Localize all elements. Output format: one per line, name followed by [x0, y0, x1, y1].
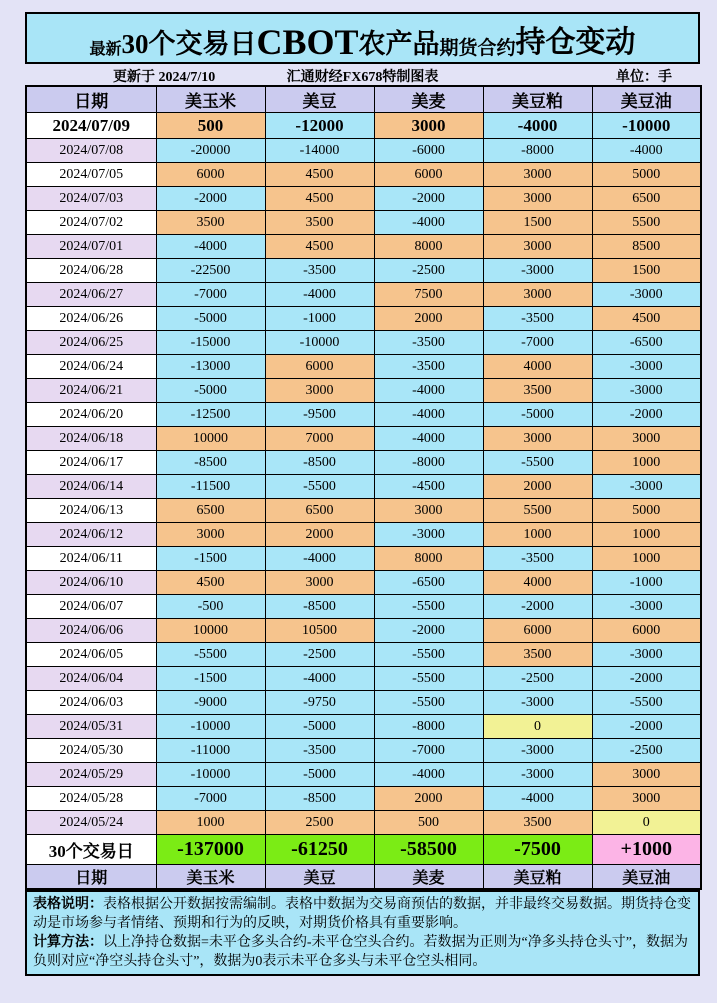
value-cell: -2500	[592, 739, 701, 763]
date-cell: 2024/05/30	[26, 739, 156, 763]
value-cell: -7000	[156, 787, 265, 811]
value-cell: -3500	[265, 739, 374, 763]
value-cell: 3000	[592, 763, 701, 787]
summary-label: 30个交易日	[26, 835, 156, 865]
value-cell: -8000	[483, 139, 592, 163]
col-footer-soybean: 美豆	[265, 865, 374, 890]
value-cell: 6500	[265, 499, 374, 523]
table-row	[26, 715, 701, 739]
value-cell: -4000	[374, 763, 483, 787]
value-cell: -5500	[374, 643, 483, 667]
value-cell: -15000	[156, 331, 265, 355]
table-row	[26, 811, 701, 835]
summary-value-cell: -61250	[265, 835, 374, 865]
positions-table	[25, 85, 702, 890]
date-cell: 2024/06/04	[26, 667, 156, 691]
value-cell: 6000	[374, 163, 483, 187]
value-cell: 10500	[265, 619, 374, 643]
value-cell: 4500	[592, 307, 701, 331]
value-cell: 3000	[374, 113, 483, 139]
value-cell: -5000	[156, 307, 265, 331]
value-cell: 1000	[592, 547, 701, 571]
table-row	[26, 355, 701, 379]
value-cell: 4000	[483, 571, 592, 595]
value-cell: 3000	[483, 163, 592, 187]
title-part: CBOT	[256, 22, 359, 63]
table-row	[26, 211, 701, 235]
value-cell: -2500	[483, 667, 592, 691]
value-cell: 1000	[592, 451, 701, 475]
notes-box	[25, 890, 700, 976]
value-cell: 3000	[374, 499, 483, 523]
table-footer	[26, 865, 701, 890]
table-row	[26, 739, 701, 763]
date-cell: 2024/06/13	[26, 499, 156, 523]
value-cell: -8500	[156, 451, 265, 475]
table-row	[26, 283, 701, 307]
value-cell: -4000	[592, 139, 701, 163]
value-cell: -11500	[156, 475, 265, 499]
value-cell: 3000	[592, 427, 701, 451]
date-cell: 2024/06/24	[26, 355, 156, 379]
value-cell: -1500	[156, 547, 265, 571]
value-cell: 0	[592, 811, 701, 835]
date-cell: 2024/06/11	[26, 547, 156, 571]
value-cell: -3500	[374, 331, 483, 355]
value-cell: 5000	[592, 499, 701, 523]
date-cell: 2024/06/12	[26, 523, 156, 547]
value-cell: -4000	[265, 547, 374, 571]
table-row	[26, 643, 701, 667]
date-cell: 2024/07/03	[26, 187, 156, 211]
col-footer-soyoil: 美豆油	[592, 865, 701, 890]
value-cell: 0	[483, 715, 592, 739]
value-cell: -11000	[156, 739, 265, 763]
col-footer-date: 日期	[26, 865, 156, 890]
value-cell: -7000	[156, 283, 265, 307]
date-cell: 2024/06/10	[26, 571, 156, 595]
value-cell: 2000	[483, 475, 592, 499]
value-cell: -2000	[374, 187, 483, 211]
value-cell: -3000	[592, 595, 701, 619]
title-part: 最新	[89, 41, 122, 58]
date-cell: 2024/07/08	[26, 139, 156, 163]
value-cell: -4000	[374, 403, 483, 427]
value-cell: -2000	[483, 595, 592, 619]
value-cell: -7000	[483, 331, 592, 355]
value-cell: -4000	[156, 235, 265, 259]
value-cell: -4000	[483, 787, 592, 811]
value-cell: 4500	[265, 187, 374, 211]
value-cell: 3000	[483, 283, 592, 307]
date-cell: 2024/06/20	[26, 403, 156, 427]
value-cell: -4000	[265, 667, 374, 691]
value-cell: -3000	[483, 763, 592, 787]
value-cell: 6000	[483, 619, 592, 643]
value-cell: -3500	[483, 307, 592, 331]
value-cell: -1500	[156, 667, 265, 691]
value-cell: -22500	[156, 259, 265, 283]
value-cell: -4000	[374, 211, 483, 235]
value-cell: 2000	[265, 523, 374, 547]
value-cell: 3500	[483, 811, 592, 835]
value-cell: 2500	[265, 811, 374, 835]
value-cell: 3500	[156, 211, 265, 235]
table-row	[26, 139, 701, 163]
value-cell: -7000	[374, 739, 483, 763]
value-cell: -8000	[374, 451, 483, 475]
value-cell: -3500	[265, 259, 374, 283]
table-row	[26, 235, 701, 259]
value-cell: -20000	[156, 139, 265, 163]
table-row	[26, 547, 701, 571]
date-cell: 2024/05/28	[26, 787, 156, 811]
date-cell: 2024/06/17	[26, 451, 156, 475]
value-cell: 1000	[483, 523, 592, 547]
table-body	[26, 113, 701, 835]
table-header	[26, 86, 701, 113]
col-header-wheat: 美麦	[374, 86, 483, 113]
summary-value-cell: -7500	[483, 835, 592, 865]
table-row	[26, 187, 701, 211]
updated-label: 更新于 2024/7/10	[113, 70, 216, 85]
value-cell: -1000	[265, 307, 374, 331]
table-row	[26, 331, 701, 355]
table-row	[26, 163, 701, 187]
value-cell: -10000	[592, 113, 701, 139]
value-cell: -4500	[374, 475, 483, 499]
table-row	[26, 619, 701, 643]
value-cell: -3000	[483, 739, 592, 763]
value-cell: -3000	[483, 691, 592, 715]
date-cell: 2024/06/18	[26, 427, 156, 451]
value-cell: -5500	[374, 691, 483, 715]
table-row	[26, 427, 701, 451]
value-cell: 8500	[592, 235, 701, 259]
value-cell: -500	[156, 595, 265, 619]
table-row	[26, 667, 701, 691]
table-row	[26, 113, 701, 139]
table-row	[26, 571, 701, 595]
value-cell: -1000	[592, 571, 701, 595]
table-summary	[26, 835, 701, 865]
value-cell: -10000	[156, 763, 265, 787]
value-cell: 5000	[592, 163, 701, 187]
value-cell: -8000	[374, 715, 483, 739]
value-cell: 6500	[156, 499, 265, 523]
value-cell: -3500	[483, 547, 592, 571]
table-row	[26, 523, 701, 547]
value-cell: -6000	[374, 139, 483, 163]
value-cell: 5500	[483, 499, 592, 523]
value-cell: -3000	[483, 259, 592, 283]
value-cell: -2500	[265, 643, 374, 667]
header-row	[26, 86, 701, 113]
table-row	[26, 691, 701, 715]
value-cell: -13000	[156, 355, 265, 379]
title-part: 30个交易日	[121, 29, 257, 59]
value-cell: 4500	[265, 235, 374, 259]
date-cell: 2024/06/28	[26, 259, 156, 283]
value-cell: 3500	[483, 643, 592, 667]
value-cell: -9000	[156, 691, 265, 715]
value-cell: -5000	[265, 715, 374, 739]
value-cell: -9500	[265, 403, 374, 427]
note-description-text: 表格根据公开数据按需编制。表格中数据为交易商预估的数据，并非最终交易数据。期货持仓变动是市场参与者情绪、预期和行为的反映，对期货价格具有重要影响。	[33, 897, 691, 931]
value-cell: 6500	[592, 187, 701, 211]
date-cell: 2024/06/25	[26, 331, 156, 355]
page	[25, 0, 700, 976]
value-cell: -6500	[592, 331, 701, 355]
date-cell: 2024/05/31	[26, 715, 156, 739]
value-cell: -12500	[156, 403, 265, 427]
col-header-soybean: 美豆	[265, 86, 374, 113]
date-cell: 2024/07/05	[26, 163, 156, 187]
date-cell: 2024/06/03	[26, 691, 156, 715]
value-cell: -4000	[374, 427, 483, 451]
value-cell: 6000	[592, 619, 701, 643]
date-cell: 2024/05/29	[26, 763, 156, 787]
value-cell: -3000	[592, 379, 701, 403]
table-row	[26, 259, 701, 283]
value-cell: 7000	[265, 427, 374, 451]
value-cell: 2000	[374, 787, 483, 811]
value-cell: 8000	[374, 235, 483, 259]
value-cell: 10000	[156, 619, 265, 643]
date-cell: 2024/05/24	[26, 811, 156, 835]
table-row	[26, 787, 701, 811]
value-cell: -8500	[265, 451, 374, 475]
date-cell: 2024/06/27	[26, 283, 156, 307]
summary-value-cell: -137000	[156, 835, 265, 865]
value-cell: -2000	[374, 619, 483, 643]
value-cell: -2500	[374, 259, 483, 283]
col-header-soyoil: 美豆油	[592, 86, 701, 113]
date-cell: 2024/06/21	[26, 379, 156, 403]
value-cell: -8500	[265, 595, 374, 619]
value-cell: -2000	[592, 403, 701, 427]
value-cell: 1500	[592, 259, 701, 283]
value-cell: -3000	[592, 283, 701, 307]
table-row	[26, 475, 701, 499]
note-method-label: 计算方法：	[33, 935, 103, 950]
col-footer-wheat: 美麦	[374, 865, 483, 890]
value-cell: 1000	[156, 811, 265, 835]
value-cell: 4500	[156, 571, 265, 595]
unit-label: 单位：手	[616, 70, 672, 85]
value-cell: -6500	[374, 571, 483, 595]
value-cell: 4000	[483, 355, 592, 379]
value-cell: -5500	[483, 451, 592, 475]
title-part: 期货合约	[439, 38, 516, 59]
value-cell: 7500	[374, 283, 483, 307]
value-cell: -5500	[265, 475, 374, 499]
date-cell: 2024/07/02	[26, 211, 156, 235]
value-cell: -2000	[592, 667, 701, 691]
value-cell: 4500	[265, 163, 374, 187]
value-cell: 5500	[592, 211, 701, 235]
value-cell: 2000	[374, 307, 483, 331]
table-row	[26, 451, 701, 475]
value-cell: 6000	[156, 163, 265, 187]
date-cell: 2024/06/07	[26, 595, 156, 619]
summary-value-cell: -58500	[374, 835, 483, 865]
value-cell: -10000	[156, 715, 265, 739]
col-footer-corn: 美玉米	[156, 865, 265, 890]
value-cell: 3500	[265, 211, 374, 235]
date-cell: 2024/07/01	[26, 235, 156, 259]
note-description-label: 表格说明：	[33, 897, 103, 912]
value-cell: -5500	[374, 595, 483, 619]
value-cell: 3000	[592, 787, 701, 811]
title-part: 持仓变动	[515, 26, 636, 59]
value-cell: -4000	[374, 379, 483, 403]
value-cell: -3000	[592, 643, 701, 667]
value-cell: -3000	[374, 523, 483, 547]
value-cell: 3000	[483, 235, 592, 259]
value-cell: 3000	[483, 187, 592, 211]
col-header-date: 日期	[26, 86, 156, 113]
summary-value-cell: +1000	[592, 835, 701, 865]
footer-header-row	[26, 865, 701, 890]
col-footer-soymeal: 美豆粕	[483, 865, 592, 890]
col-header-soymeal: 美豆粕	[483, 86, 592, 113]
value-cell: -2000	[592, 715, 701, 739]
value-cell: -5000	[156, 379, 265, 403]
value-cell: 3000	[265, 379, 374, 403]
value-cell: 6000	[265, 355, 374, 379]
value-cell: -10000	[265, 331, 374, 355]
value-cell: 500	[156, 113, 265, 139]
table-row	[26, 763, 701, 787]
col-header-corn: 美玉米	[156, 86, 265, 113]
note-method	[33, 933, 692, 971]
value-cell: -5500	[156, 643, 265, 667]
value-cell: -8500	[265, 787, 374, 811]
table-row	[26, 379, 701, 403]
date-cell: 2024/06/26	[26, 307, 156, 331]
summary-row	[26, 835, 701, 865]
value-cell: 8000	[374, 547, 483, 571]
value-cell: -2000	[156, 187, 265, 211]
value-cell: -4000	[265, 283, 374, 307]
title-part: 农产品	[358, 29, 440, 59]
note-method-text: 以上净持仓数据=未平仓多头合约-未平仓空头合约。若数据为正则为“净多头持仓头寸”，数据为负则对应“净空头持仓头寸”，数据为0表示未平仓多头与未平仓空头相同。	[33, 935, 688, 969]
source-label: 汇通财经FX678特制图表	[286, 70, 439, 85]
value-cell: -5000	[483, 403, 592, 427]
page-title	[25, 12, 700, 64]
value-cell: 3500	[483, 379, 592, 403]
value-cell: -3500	[374, 355, 483, 379]
value-cell: -5500	[374, 667, 483, 691]
date-cell: 2024/07/09	[26, 113, 156, 139]
value-cell: 3000	[156, 523, 265, 547]
value-cell: -14000	[265, 139, 374, 163]
table-row	[26, 403, 701, 427]
value-cell: 1500	[483, 211, 592, 235]
table-row	[26, 499, 701, 523]
value-cell: 3000	[265, 571, 374, 595]
meta-bar	[25, 64, 700, 85]
value-cell: -5000	[265, 763, 374, 787]
value-cell: -4000	[483, 113, 592, 139]
value-cell: 3000	[483, 427, 592, 451]
value-cell: -12000	[265, 113, 374, 139]
table-row	[26, 307, 701, 331]
date-cell: 2024/06/05	[26, 643, 156, 667]
value-cell: 10000	[156, 427, 265, 451]
value-cell: -5500	[592, 691, 701, 715]
table-row	[26, 595, 701, 619]
value-cell: 500	[374, 811, 483, 835]
value-cell: -3000	[592, 475, 701, 499]
value-cell: -9750	[265, 691, 374, 715]
value-cell: 1000	[592, 523, 701, 547]
note-description	[33, 895, 692, 933]
date-cell: 2024/06/06	[26, 619, 156, 643]
value-cell: -3000	[592, 355, 701, 379]
date-cell: 2024/06/14	[26, 475, 156, 499]
